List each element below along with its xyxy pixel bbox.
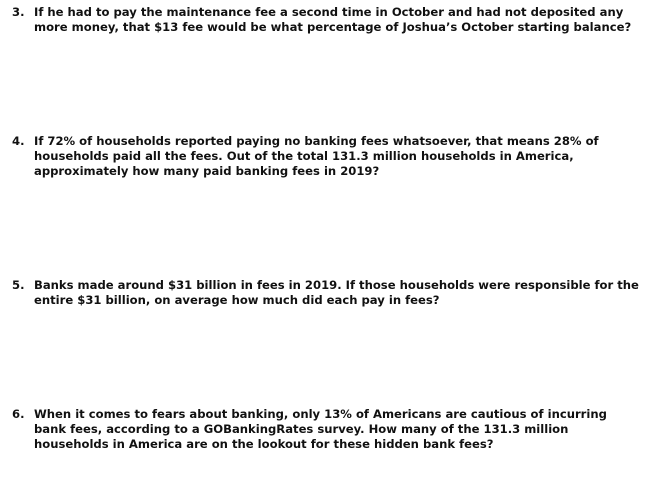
question-number: 4. — [12, 134, 25, 148]
question-number: 3. — [12, 5, 25, 19]
question-5 — [12, 278, 642, 308]
question-text: Banks made around $31 billion in fees in 2019. If those households were responsible for the entire $31 billion, on average how much did each pay in fees? — [34, 278, 639, 307]
question-number: 6. — [12, 407, 25, 421]
question-6 — [12, 407, 642, 452]
question-text: If he had to pay the maintenance fee a second time in October and had not deposited any more money, that $13 fee would be what percentage of Joshua’s October starting balance? — [34, 5, 632, 34]
question-text: If 72% of households reported paying no banking fees whatsoever, that means 28% of households paid all the fees. Out of the total 131.3 million households in America, approximately how many paid banking fees in 2019? — [34, 134, 599, 178]
question-4 — [12, 134, 642, 179]
question-number: 5. — [12, 278, 25, 292]
question-3 — [12, 5, 642, 35]
question-text: When it comes to fears about banking, only 13% of Americans are cautious of incurring bank fees, according to a GOBankingRates survey. How many of the 131.3 million households in America are on the lookout for these hidden bank fees? — [34, 407, 607, 451]
